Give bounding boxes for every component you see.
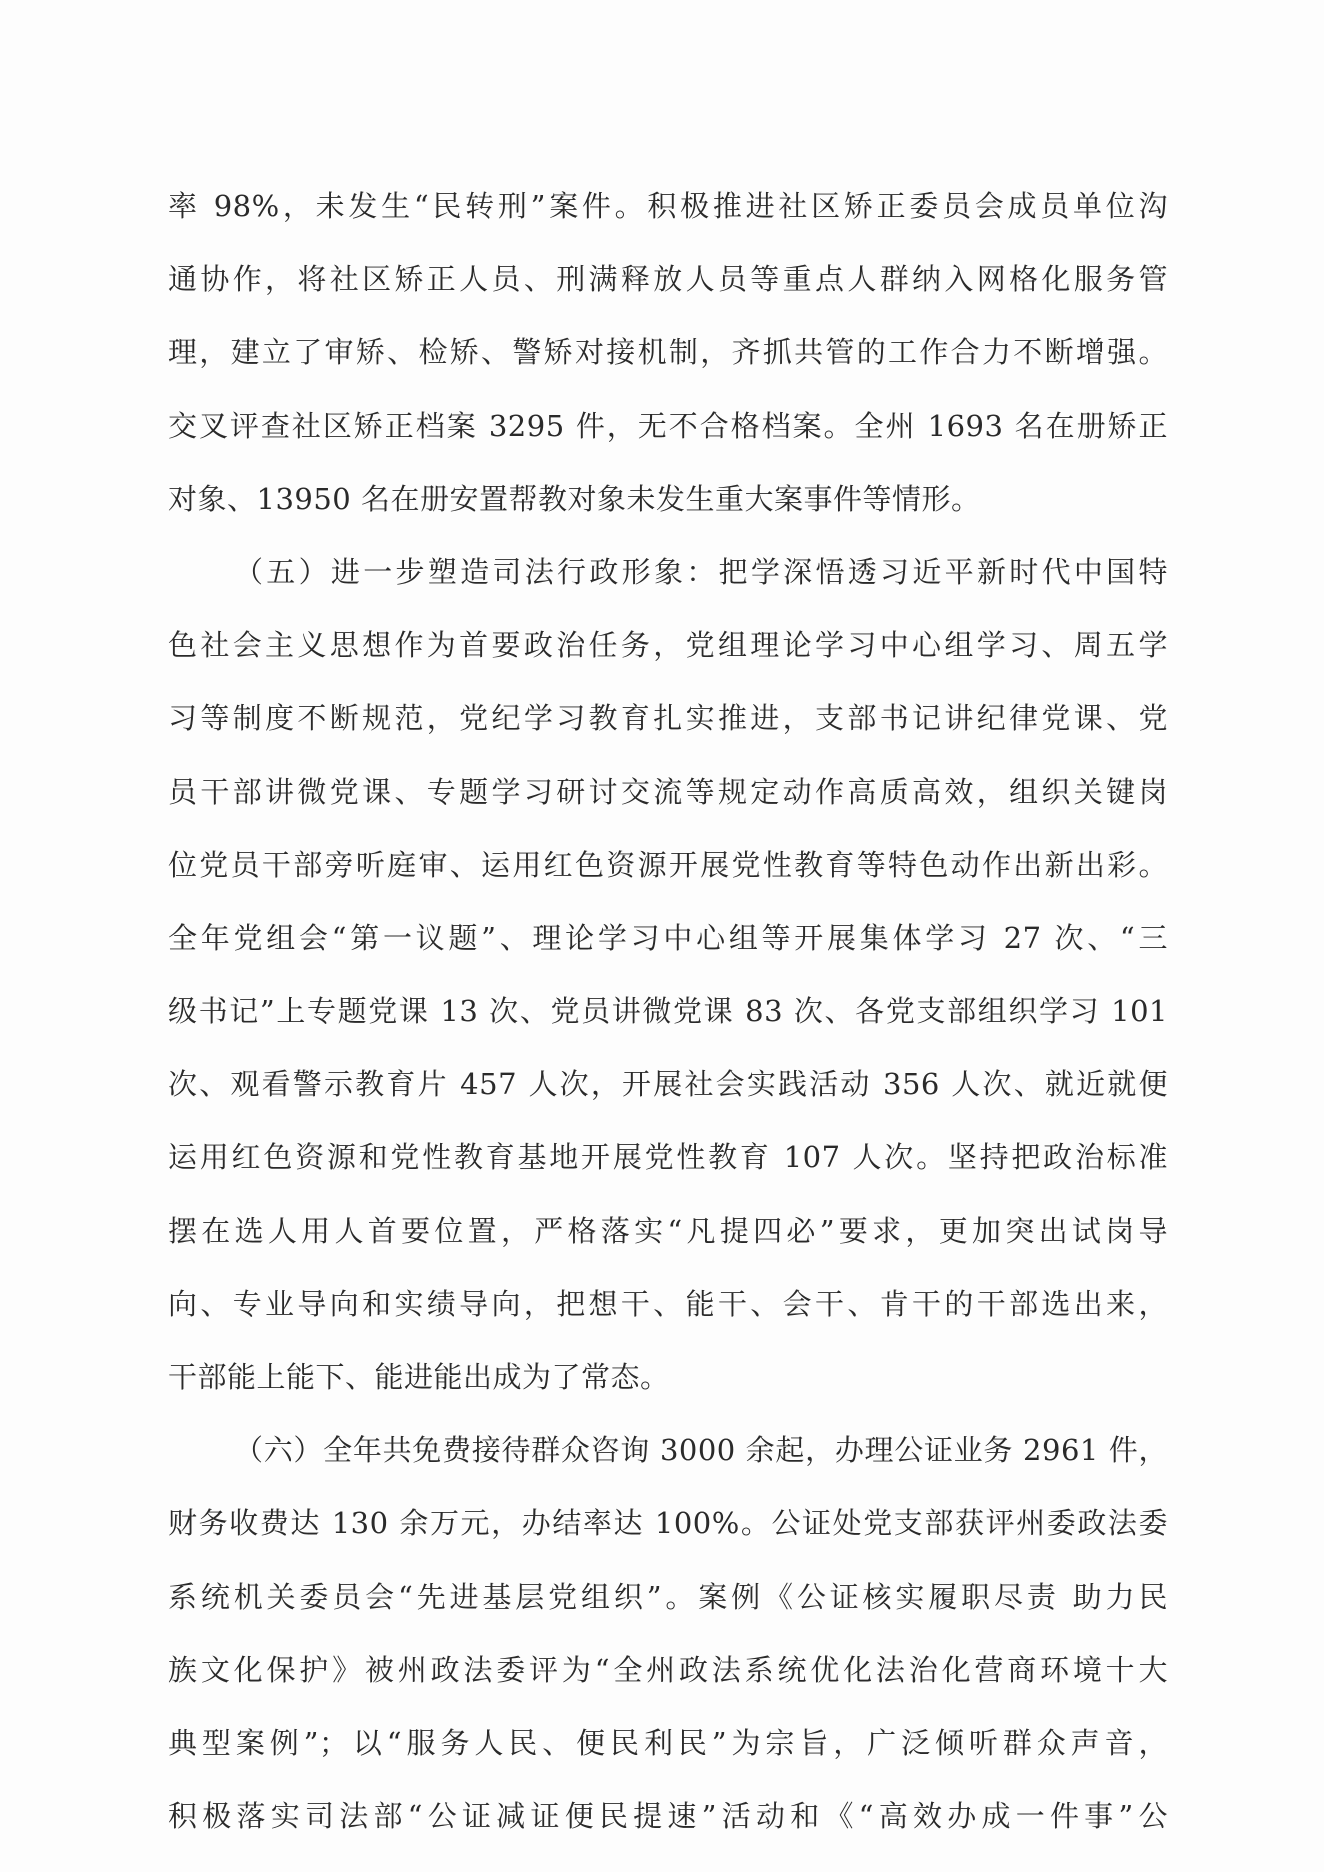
text-line: 通协作，将社区矫正人员、刑满释放人员等重点人群纳入网格化服务管 xyxy=(168,262,1168,297)
text-line: 财务收费达 130 余万元，办结率达 100%。公证处党支部获评州委政法委 xyxy=(168,1506,1168,1541)
text-line: 全年党组会“第一议题”、理论学习中心组等开展集体学习 27 次、“三 xyxy=(168,920,1168,955)
text-line: 位党员干部旁听庭审、运用红色资源开展党性教育等特色动作出新出彩。 xyxy=(168,847,1168,882)
text-line: 积极落实司法部“公证减证便民提速”活动和《“高效办成一件事”公 xyxy=(168,1799,1168,1834)
text-line: 对象、13950 名在册安置帮教对象未发生重大案事件等情形。 xyxy=(168,481,981,516)
text-line: （五）进一步塑造司法行政形象：把学深悟透习近平新时代中国特 xyxy=(234,554,1168,589)
text-line: 级书记”上专题党课 13 次、党员讲微党课 83 次、各党支部组织学习 101 xyxy=(168,994,1168,1029)
text-line: 率 98%，未发生“民转刑”案件。积极推进社区矫正委员会成员单位沟 xyxy=(168,189,1168,223)
text-line: 交叉评查社区矫正档案 3295 件，无不合格档案。全州 1693 名在册矫正 xyxy=(168,408,1168,443)
text-line: 系统机关委员会“先进基层党组织”。案例《公证核实履职尽责 助力民 xyxy=(168,1579,1168,1614)
text-line: 色社会主义思想作为首要政治任务，党组理论学习中心组学习、周五学 xyxy=(168,628,1168,663)
text-line: （六）全年共免费接待群众咨询 3000 余起，办理公证业务 2961 件， xyxy=(234,1433,1168,1468)
text-line: 理，建立了审矫、检矫、警矫对接机制，齐抓共管的工作合力不断增强。 xyxy=(168,335,1168,370)
text-line: 次、观看警示教育片 457 人次，开展社会实践活动 356 人次、就近就便 xyxy=(168,1067,1168,1102)
text-line: 运用红色资源和党性教育基地开展党性教育 107 人次。坚持把政治标准 xyxy=(168,1140,1168,1175)
text-line: 干部能上能下、能进能出成为了常态。 xyxy=(168,1360,670,1394)
text-line: 族文化保护》被州政法委评为“全州政法系统优化法治化营商环境十大 xyxy=(168,1652,1168,1687)
text-line: 向、专业导向和实绩导向，把想干、能干、会干、肯干的干部选出来， xyxy=(168,1286,1168,1321)
text-line: 摆在选人用人首要位置，严格落实“凡提四必”要求，更加突出试岗导 xyxy=(168,1213,1168,1248)
body-text xyxy=(168,170,1168,1853)
text-line: 典型案例”；以“服务人民、便民利民”为宗旨，广泛倾听群众声音， xyxy=(168,1725,1168,1760)
text-line: 习等制度不断规范，党纪学习教育扎实推进，支部书记讲纪律党课、党 xyxy=(168,701,1168,736)
text-line: 员干部讲微党课、专题学习研讨交流等规定动作高质高效，组织关键岗 xyxy=(168,774,1168,809)
